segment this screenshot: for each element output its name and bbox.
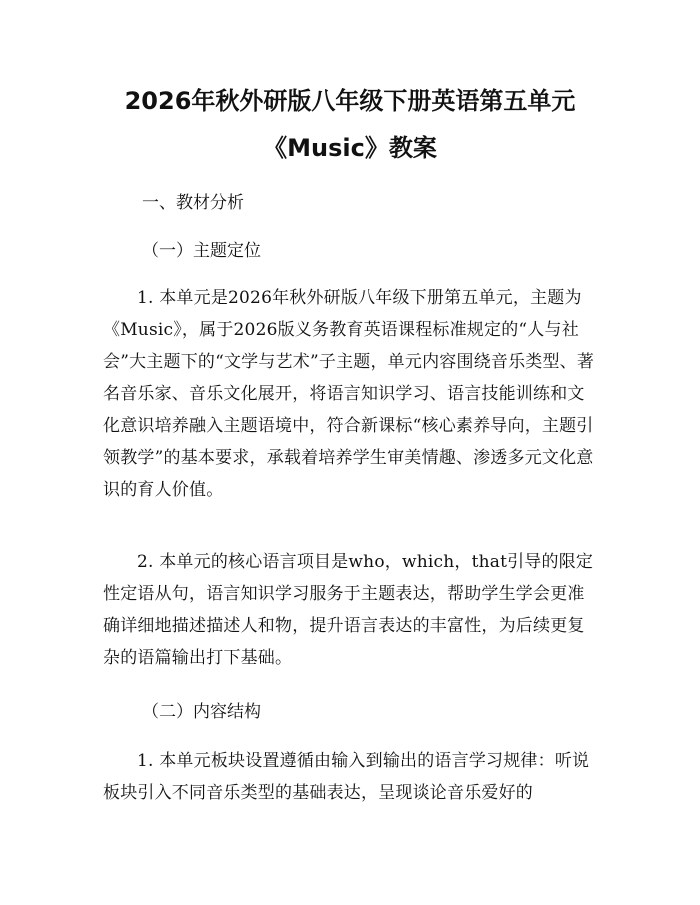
paragraph-core-language: 2. 本单元的核心语言项目是who，which，that引导的限定性定语从句，语言知识学习服务于主题表达，帮助学生学会更准确详细地描述描述人和物，提升语言表达的丰富性，为后续更复杂的语篇输出打下基础。: [103, 552, 594, 668]
section-heading-textbook-analysis: 一、教材分析: [142, 193, 244, 213]
subsection-heading-theme: （一）主题定位: [142, 241, 261, 261]
subsection-heading-content-structure: （二）内容结构: [142, 702, 261, 722]
document-title-line-1: 2026年秋外研版八年级下册英语第五单元: [124, 87, 576, 115]
document-title-line-2: 《Music》教案: [263, 134, 437, 162]
paragraph-section-layout: 1. 本单元板块设置遵循由输入到输出的语言学习规律：听说板块引入不同音乐类型的基础表达，呈现谈论音乐爱好的: [103, 751, 590, 803]
paragraph-theme-positioning: 1. 本单元是2026年秋外研版八年级下册第五单元，主题为《Music》，属于2026版义务教育英语课程标准规定的“人与社会”大主题下的“文学与艺术”子主题，单元内容围绕音乐类型、著名音乐家、音乐文化展开，将语言知识学习、语言技能训练和文化意识培养融入主题语境中，符合新课标“核心素养导向，主题引领教学”的基本要求，承载着培养学生审美情趣、渗透多元文化意识的育人价值。: [103, 288, 595, 500]
